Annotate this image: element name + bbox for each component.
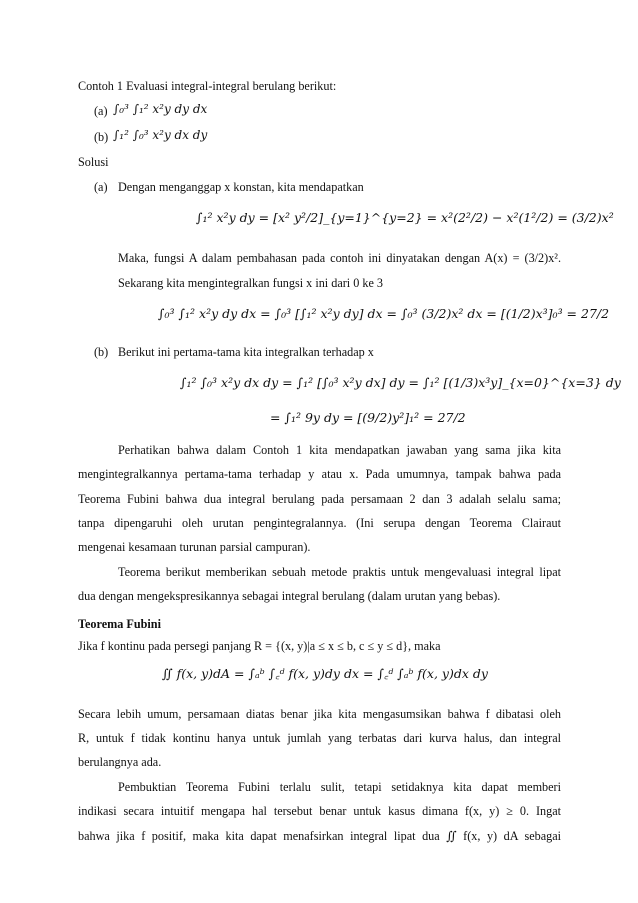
paragraph-2-line-2: dua dengan mengekspresikannya sebagai integral berulang (dalam urutan yang bebas). [78,589,501,603]
theorem-title: Teorema Fubini [78,617,161,631]
paragraph-2-line-1: Teorema berikut memberikan sebuah metode praktis untuk mengevaluasi integral lipat [118,565,561,579]
paragraph-1-line-4: tanpa dipengaruhi oleh urutan pengintegralannya. (Ini serupa dengan Teorema Clairaut [78,516,561,530]
theorem-formula: ∬ f(x, y)dA = ∫ₐᵇ ∫꜀ᵈ f(x, y)dy dx = ∫꜀ᵈ ∫ₐᵇ f(x, y)dx dy [162,666,488,681]
equation-a2: ∫₀³ ∫₁² x²y dy dx = ∫₀³ [∫₁² x²y dy] dx = ∫₀³ (3/2)x² dx = [(1/2)x³]₀³ = 27/2 [158,306,610,321]
paragraph-4-line-1: Pembuktian Teorema Fubini terlalu sulit, tetapi setidaknya kita dapat memberi [118,780,561,794]
paragraph-1-line-3: Teorema Fubini bahwa dua integral berulang pada persamaan 2 dan 3 adalah selalu sama; [78,492,561,506]
paragraph-3-line-1: Secara lebih umum, persamaan diatas benar jika kita mengasumsikan bahwa f dibatasi oleh [78,707,561,721]
solution-a-intro: Dengan menganggap x konstan, kita mendapatkan [118,180,364,194]
solution-heading: Solusi [78,155,109,169]
solution-b-intro: Berikut ini pertama-tama kita integralkan terhadap x [118,345,374,359]
item-b-label: (b) [94,130,109,144]
solution-a-text1: Maka, fungsi A dalam pembahasan pada contoh ini dinyatakan dengan A(x) = (3/2)x². [118,251,561,265]
solution-a-label: (a) [94,180,108,194]
paragraph-3-line-2: R, untuk f tidak kontinu hanya untuk jumlah yang terbatas dari kurva halus, dan integral [78,731,561,745]
paragraph-3-line-3: berulangnya ada. [78,755,162,769]
equation-b2: = ∫₁² 9y dy = [(9/2)y²]₁² = 27/2 [270,410,466,425]
item-b-expression: ∫₁² ∫₀³ x²y dx dy [113,128,208,142]
theorem-statement: Jika f kontinu pada persegi panjang R = {(x, y)|a ≤ x ≤ b, c ≤ y ≤ d}, maka [78,639,441,653]
paragraph-1-line-2: mengintegralkannya pertama-tama terhadap y atau x. Pada umumnya, tampak bahwa pada [78,467,561,481]
paragraph-4-line-3: bahwa jika f positif, maka kita dapat menafsirkan integral lipat dua ∬ f(x, y) dA sebagai [78,829,561,843]
item-a-expression: ∫₀³ ∫₁² x²y dy dx [113,102,208,116]
equation-b1: ∫₁² ∫₀³ x²y dx dy = ∫₁² [∫₀³ x²y dx] dy = ∫₁² [(1/3)x³y]_{x=0}^{x=3} dy [180,375,621,390]
solution-b-label: (b) [94,345,109,359]
example-heading: Contoh 1 Evaluasi integral-integral berulang berikut: [78,79,337,93]
solution-a-text2: Sekarang kita mengintegralkan fungsi x ini dari 0 ke 3 [118,276,384,290]
paragraph-1-line-5: mengenai kesamaan turunan parsial campuran). [78,540,311,554]
paragraph-1-line-1: Perhatikan bahwa dalam Contoh 1 kita mendapatkan jawaban yang sama jika kita [118,443,561,457]
equation-a1: ∫₁² x²y dy = [x² y²/2]_{y=1}^{y=2} = x²(2²/2) − x²(1²/2) = (3/2)x² [196,210,614,225]
paragraph-4-line-2: indikasi secara intuitif mengapa hal tersebut benar untuk kasus dimana f(x, y) ≥ 0. Ingat [78,804,561,818]
item-a-label: (a) [94,104,108,118]
